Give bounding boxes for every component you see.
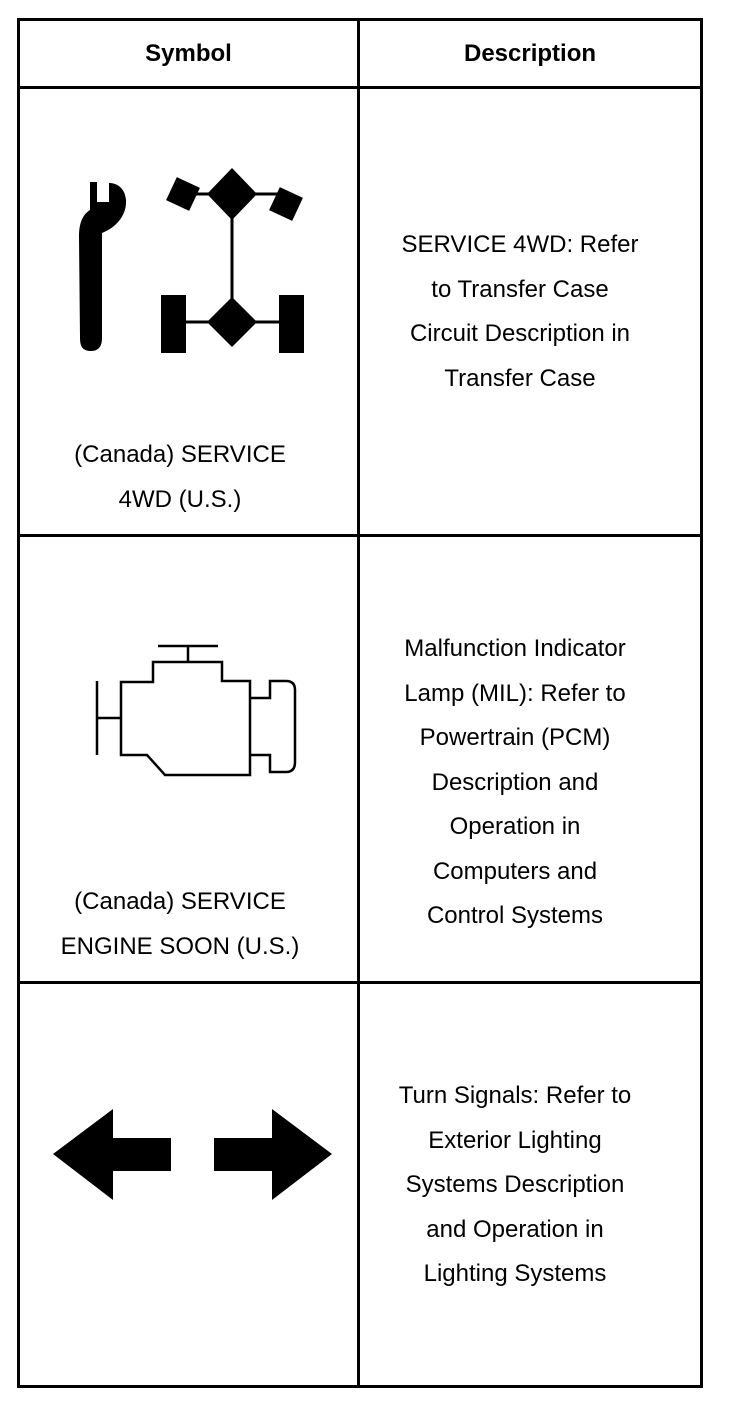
- wrench-icon: [79, 182, 126, 351]
- description-cell: [360, 627, 670, 939]
- arrow-right-icon: [214, 1109, 332, 1200]
- description-line: Systems Description: [405, 1171, 625, 1198]
- caption-line: (Canada) SERVICE: [74, 888, 286, 915]
- description-line: Lamp (MIL): Refer to: [404, 679, 626, 707]
- turn-signal-arrows-icon: [53, 1109, 332, 1200]
- description-line: Transfer Case: [444, 364, 596, 392]
- arrow-left-icon: [53, 1109, 171, 1200]
- description-line: and Operation in: [426, 1215, 604, 1243]
- caption-line: 4WD (U.S.): [118, 485, 242, 513]
- description-line: Powertrain (PCM): [419, 724, 611, 751]
- header-symbol: Symbol: [145, 40, 232, 67]
- service-4wd-icon: [79, 168, 309, 353]
- description-line: Malfunction Indicator: [404, 635, 626, 662]
- description-line: Operation in: [449, 813, 581, 840]
- drivetrain-icon: [160, 168, 309, 353]
- caption-line: (Canada) SERVICE: [74, 441, 286, 468]
- description-line: to Transfer Case: [431, 275, 609, 303]
- description-line: Lighting Systems: [423, 1260, 607, 1287]
- symbol-caption: [20, 880, 340, 969]
- description-cell: [360, 223, 680, 401]
- description-line: SERVICE 4WD: Refer: [401, 231, 639, 258]
- symbol-caption: [20, 433, 340, 522]
- description-line: Control Systems: [426, 902, 604, 929]
- description-line: Turn Signals: Refer to: [398, 1082, 632, 1109]
- caption-line: ENGINE SOON (U.S.): [60, 932, 300, 960]
- engine-icon: [97, 646, 295, 775]
- description-line: Exterior Lighting: [428, 1126, 602, 1154]
- description-line: Circuit Description in: [409, 320, 631, 347]
- description-cell: [360, 1074, 670, 1297]
- description-line: Computers and: [432, 857, 598, 885]
- description-line: Description and: [431, 768, 599, 796]
- header-description: Description: [463, 40, 597, 67]
